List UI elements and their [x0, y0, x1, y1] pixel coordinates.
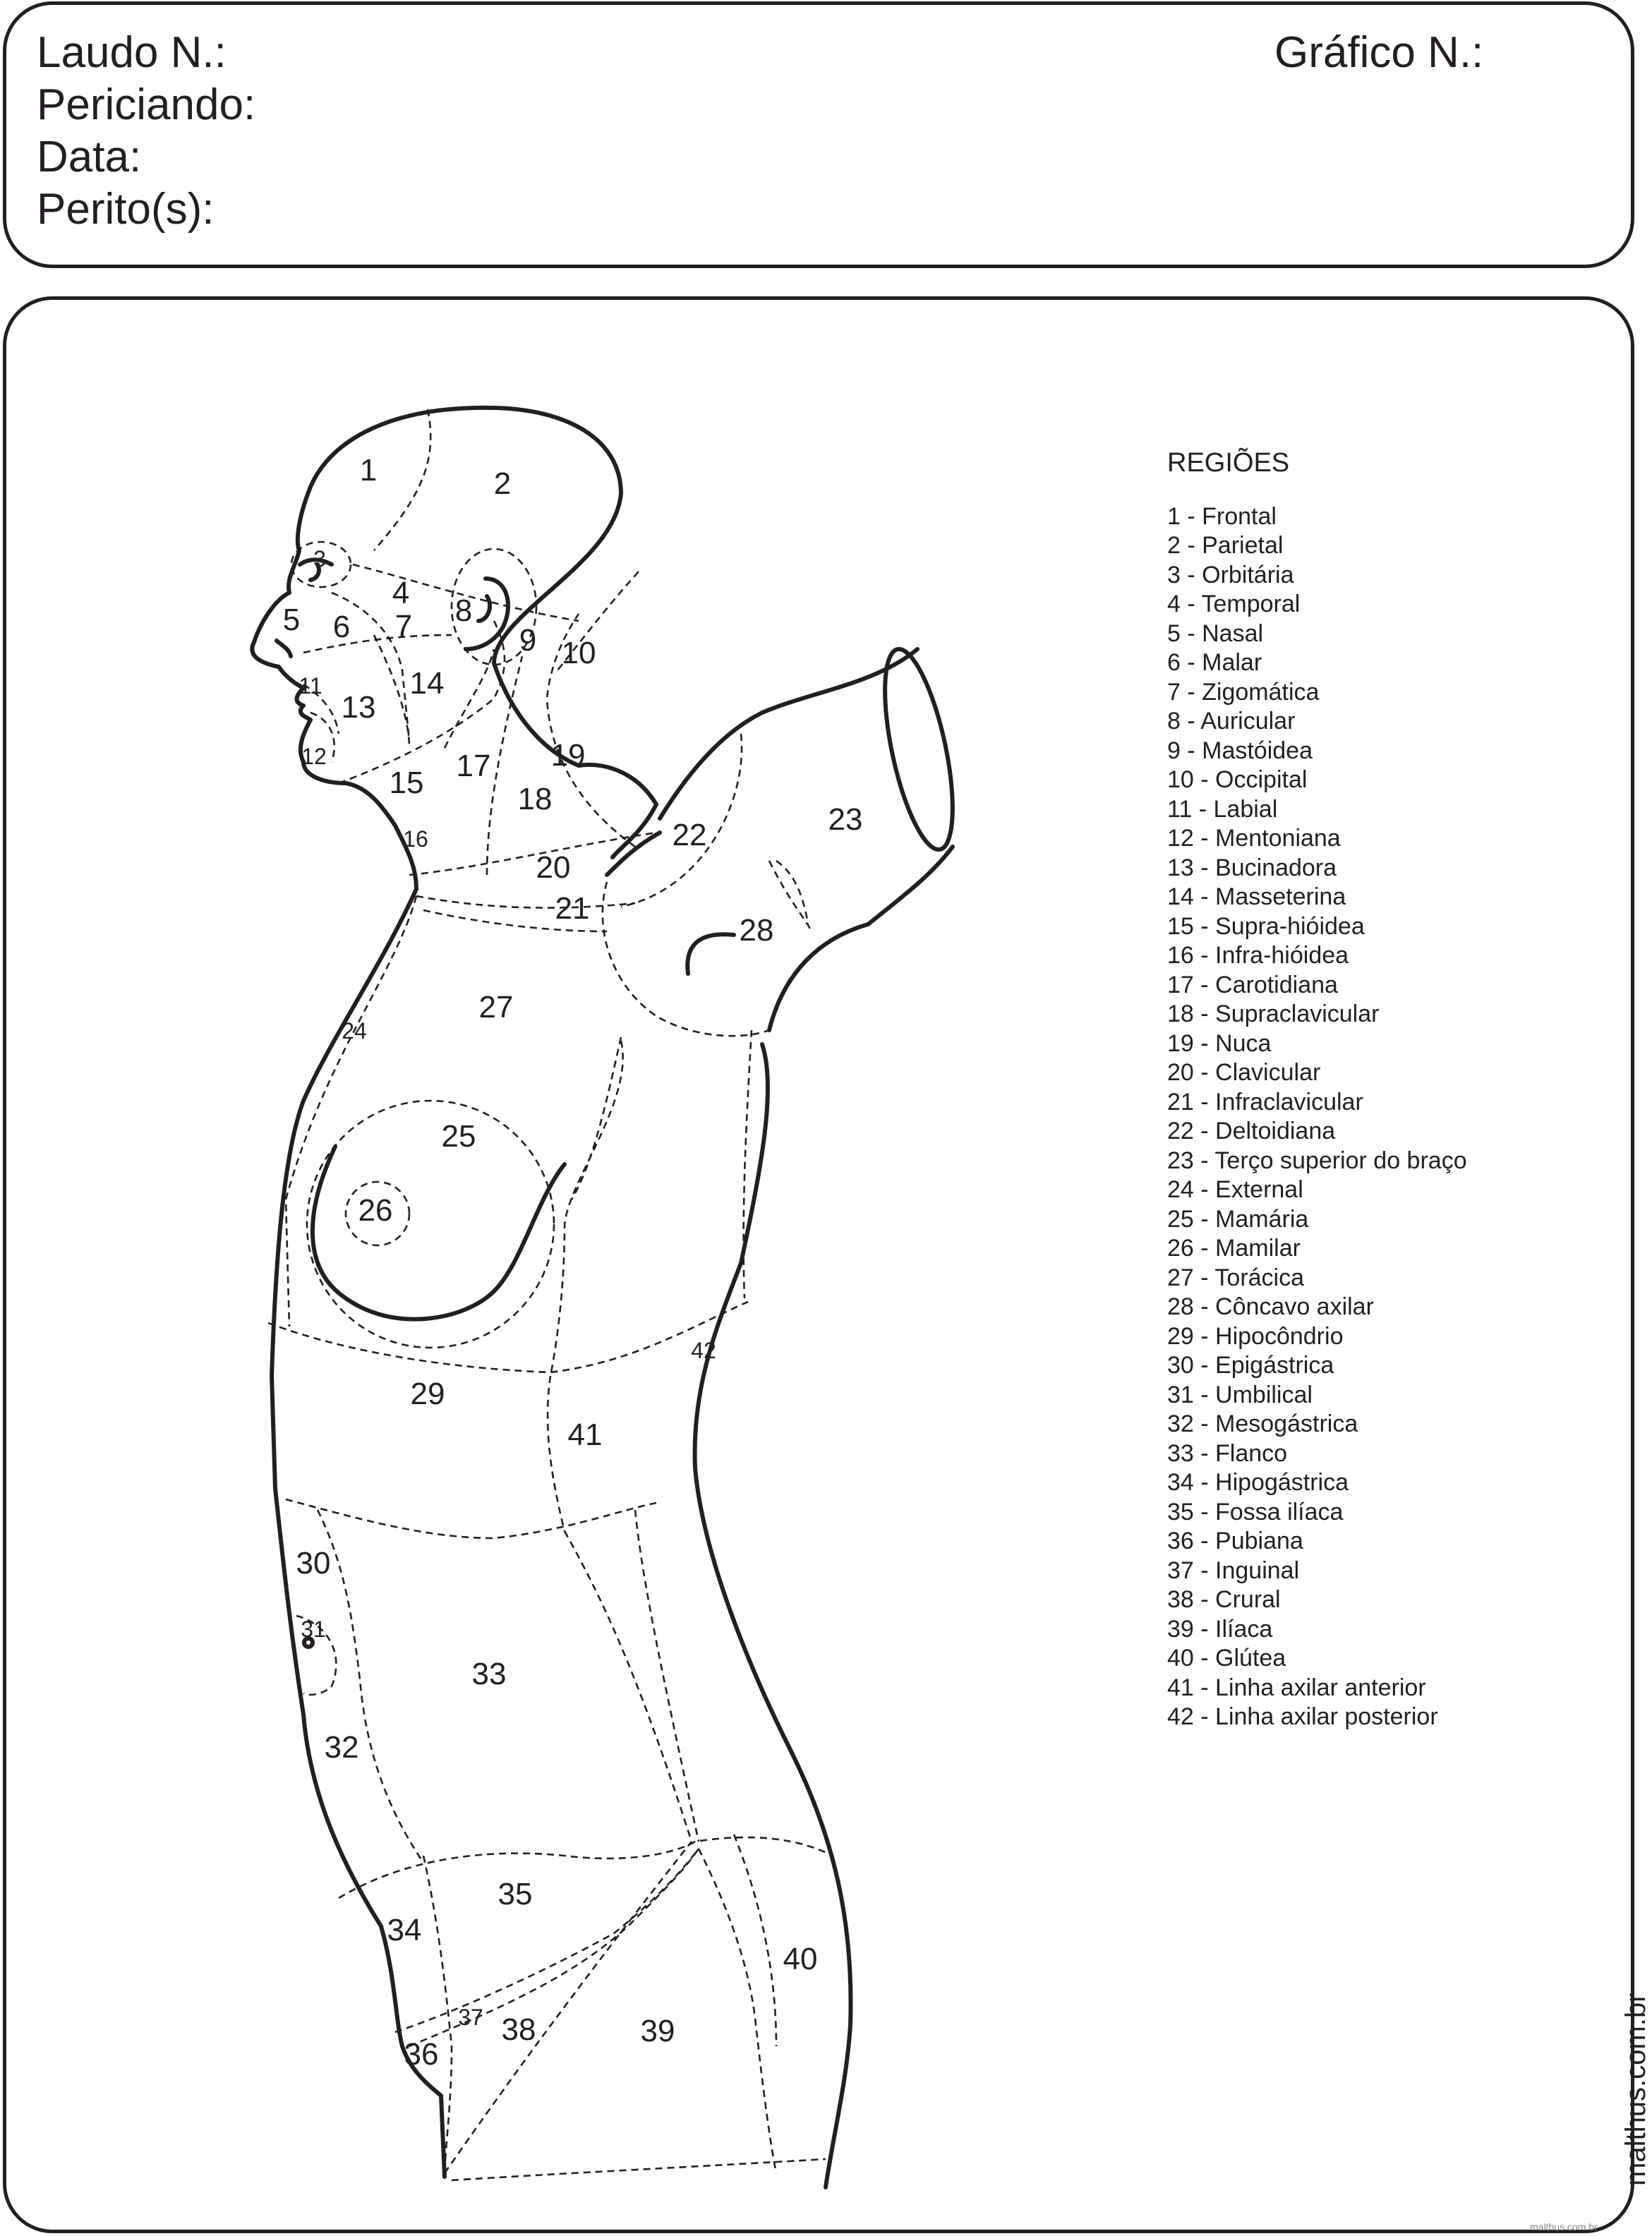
legend-item: 31 - Umbilical [1167, 1381, 1313, 1408]
legend-item: 12 - Mentoniana [1167, 825, 1341, 852]
legend-item: 30 - Epigástrica [1167, 1352, 1334, 1379]
legend-item: 18 - Supraclavicular [1167, 1001, 1380, 1027]
legend-item: 8 - Auricular [1167, 708, 1296, 735]
region-label-38: 38 [501, 2012, 536, 2047]
legend-item: 26 - Mamilar [1167, 1235, 1301, 1262]
region-label-25: 25 [441, 1119, 476, 1154]
legend-item: 34 - Hipogástrica [1167, 1469, 1349, 1496]
legend-item: 15 - Supra-hióidea [1167, 912, 1365, 940]
region-label-2: 2 [493, 466, 512, 501]
footer-mark: malthus.com.br [1530, 2221, 1598, 2232]
region-labels [283, 453, 863, 2072]
region-label-35: 35 [498, 1877, 533, 1911]
region-label-33: 33 [471, 1657, 507, 1691]
region-label-15: 15 [389, 766, 424, 800]
periciando-label: Periciando: [37, 80, 256, 129]
legend-item: 27 - Torácica [1167, 1264, 1305, 1291]
legend-item: 33 - Flanco [1167, 1439, 1288, 1467]
region-label-28: 28 [739, 913, 774, 948]
legend-item: 19 - Nuca [1167, 1029, 1272, 1057]
legend-item: 40 - Glútea [1167, 1645, 1286, 1672]
legend-item: 4 - Temporal [1167, 591, 1301, 617]
region-label-27: 27 [478, 990, 514, 1025]
legend-item: 29 - Hipocôndrio [1167, 1322, 1344, 1350]
legend-item: 23 - Terço superior do braço [1167, 1147, 1467, 1174]
region-label-20: 20 [536, 850, 571, 885]
region-label-42: 42 [691, 1338, 716, 1363]
legend-item: 7 - Zigomática [1167, 678, 1320, 706]
legend-item: 13 - Bucinadora [1167, 854, 1337, 881]
legend-item: 37 - Inguinal [1167, 1557, 1300, 1584]
region-label-7: 7 [394, 609, 413, 643]
legend-item: 22 - Deltoidiana [1167, 1118, 1336, 1144]
region-label-18: 18 [517, 782, 553, 816]
region-label-11: 11 [299, 673, 322, 699]
legend-item: 21 - Infraclavicular [1167, 1088, 1363, 1116]
region-divisions [268, 409, 833, 2180]
region-label-34: 34 [387, 1913, 422, 1947]
region-label-4: 4 [392, 576, 410, 610]
region-label-23: 23 [828, 802, 863, 837]
region-label-41: 41 [567, 1418, 603, 1452]
legend-item: 41 - Linha axilar anterior [1167, 1674, 1426, 1701]
body-outline [252, 408, 966, 2187]
region-label-16: 16 [403, 826, 428, 852]
data-label: Data: [37, 133, 142, 181]
region-label-17: 17 [456, 749, 491, 783]
legend-item: 5 - Nasal [1167, 620, 1264, 647]
region-label-6: 6 [332, 610, 351, 644]
legend-item: 25 - Mamária [1167, 1205, 1309, 1233]
grafico-label: Gráfico N.: [1274, 28, 1484, 77]
legend-item: 39 - Ilíaca [1167, 1615, 1273, 1643]
legend-item: 16 - Infra-hióidea [1167, 942, 1349, 969]
legend-item: 6 - Malar [1167, 649, 1262, 676]
legend-item: 24 - External [1167, 1176, 1303, 1203]
legend-item: 14 - Masseterina [1167, 883, 1346, 910]
legend-title: REGIÕES [1167, 448, 1290, 478]
legend-item: 38 - Crural [1167, 1586, 1281, 1613]
legend-item: 1 - Frontal [1167, 502, 1277, 530]
legend-item: 10 - Occipital [1167, 766, 1308, 793]
region-label-26: 26 [358, 1193, 393, 1228]
region-label-32: 32 [324, 1730, 359, 1765]
legend-item: 9 - Mastóidea [1167, 737, 1313, 764]
region-label-30: 30 [296, 1546, 331, 1581]
legend-item: 42 - Linha axilar posterior [1167, 1703, 1438, 1730]
region-label-14: 14 [409, 666, 445, 701]
region-label-9: 9 [519, 623, 537, 658]
legend-item: 36 - Pubiana [1167, 1528, 1303, 1554]
region-label-5: 5 [282, 603, 301, 637]
watermark: malthus.com.br [1620, 1993, 1651, 2186]
region-label-3: 3 [313, 546, 326, 572]
region-label-19: 19 [550, 738, 586, 773]
region-label-22: 22 [672, 818, 707, 852]
regions-legend [1167, 449, 1467, 1732]
region-label-24: 24 [342, 1018, 367, 1044]
legend-item: 35 - Fossa ilíaca [1167, 1498, 1344, 1525]
legend-item: 20 - Clavicular [1167, 1059, 1321, 1086]
back-contour [695, 1044, 851, 2187]
legend-item: 11 - Labial [1167, 795, 1278, 823]
laudo-label: Laudo N.: [37, 28, 227, 77]
region-label-37: 37 [458, 2005, 483, 2030]
region-label-8: 8 [454, 593, 473, 628]
region-label-40: 40 [783, 1942, 818, 1976]
region-label-13: 13 [341, 690, 376, 725]
region-label-36: 36 [404, 2037, 439, 2072]
region-label-10: 10 [561, 636, 596, 670]
legend-item: 2 - Parietal [1167, 532, 1284, 559]
perito-label: Perito(s): [37, 185, 215, 234]
legend-item: 28 - Côncavo axilar [1167, 1293, 1374, 1320]
region-label-12: 12 [301, 744, 327, 769]
breast-outline [313, 1147, 565, 1319]
legend-list [1167, 502, 1467, 1732]
region-label-21: 21 [555, 891, 590, 926]
legend-item: 17 - Carotidiana [1167, 971, 1338, 998]
legend-item: 3 - Orbitária [1167, 561, 1294, 588]
legend-item: 32 - Mesogástrica [1167, 1410, 1358, 1437]
region-label-1: 1 [359, 453, 378, 488]
region-label-29: 29 [410, 1377, 445, 1411]
region-label-39: 39 [640, 2014, 675, 2048]
region-label-31: 31 [301, 1616, 326, 1642]
